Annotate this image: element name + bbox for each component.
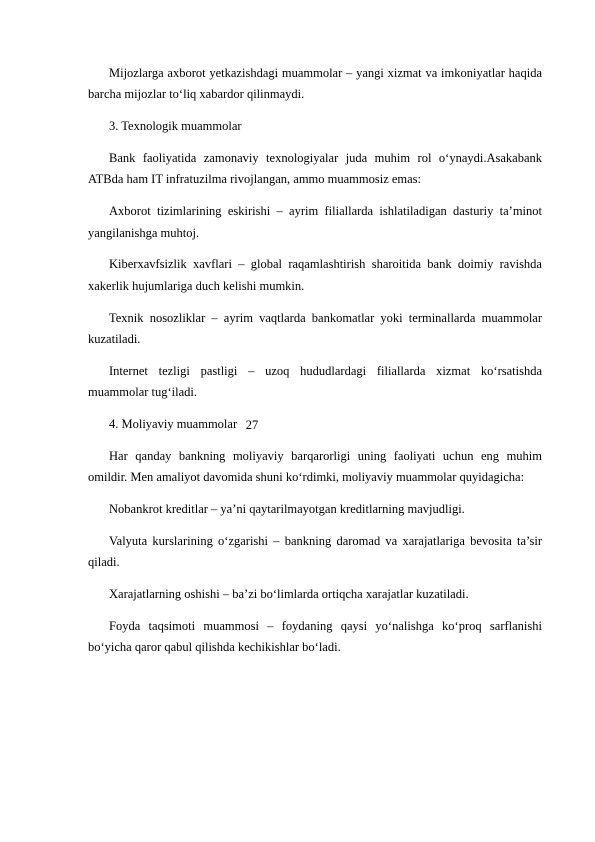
paragraph-rising-expenses: Xarajatlarning oshishi – ba’zi bo‘limlarda ortiqcha xarajatlar kuzatiladi.	[109, 587, 469, 602]
paragraph-profit-distribution: Foyda taqsimoti muammosi – foydaning qaysi yo‘nalishga ko‘proq sarflanishi bo‘yicha qaror qabul qilishda kechikishlar bo‘ladi.	[88, 618, 542, 655]
section-heading-technological-problems: 3. Texnologik muammolar	[109, 119, 242, 134]
paragraph-bad-loans: Nobankrot kreditlar – ya’ni qaytarilmayotgan kreditlarning mavjudligi.	[109, 502, 465, 517]
paragraph-it-infrastructure: Bank faoliyatida zamonaviy texnologiyalar juda muhim rol o‘ynaydi.Asakabank ATBda ham IT infratuzilma rivojlangan, ammo muammosiz emas:	[88, 151, 542, 187]
section-heading-financial-problems: 4. Moliyaviy muammolar	[109, 417, 238, 432]
page-number: 27	[245, 418, 259, 432]
paragraph-currency-rates: Valyuta kurslarining o‘zgarishi – bankning daromad va xarajatlariga bevosita ta’sir qiladi.	[88, 533, 542, 570]
paragraph-outdated-systems: Axborot tizimlarining eskirishi – ayrim filiallarda ishlatiladigan dasturiy ta’minot yangilanishga muhtoj.	[88, 204, 542, 240]
page-body	[88, 63, 542, 669]
paragraph-technical-failures: Texnik nosozliklar – ayrim vaqtlarda bankomatlar yoki terminallarda muammolar kuzatiladi.	[88, 310, 542, 347]
paragraph-client-info-problems: Mijozlarga axborot yetkazishdagi muammolar – yangi xizmat va imkoniyatlar haqida barcha mijozlar to‘liq xabardor qilinmaydi.	[88, 66, 542, 102]
paragraph-low-internet-speed: Internet tezligi pastligi – uzoq hududlardagi filiallarda xizmat ko‘rsatishda muammolar tug‘iladi.	[88, 363, 542, 400]
paragraph-financial-stability: Har qanday bankning moliyaviy barqarorligi uning faoliyati uchun eng muhim omildir. Men amaliyot davomida shuni ko‘rdimki, moliyaviy muammolar quyidagicha:	[88, 448, 542, 485]
paragraph-cybersecurity-risks: Kiberxavfsizlik xavflari – global raqamlashtirish sharoitida bank doimiy ravishda xakerlik hujumlariga duch kelishi mumkin.	[88, 257, 542, 293]
